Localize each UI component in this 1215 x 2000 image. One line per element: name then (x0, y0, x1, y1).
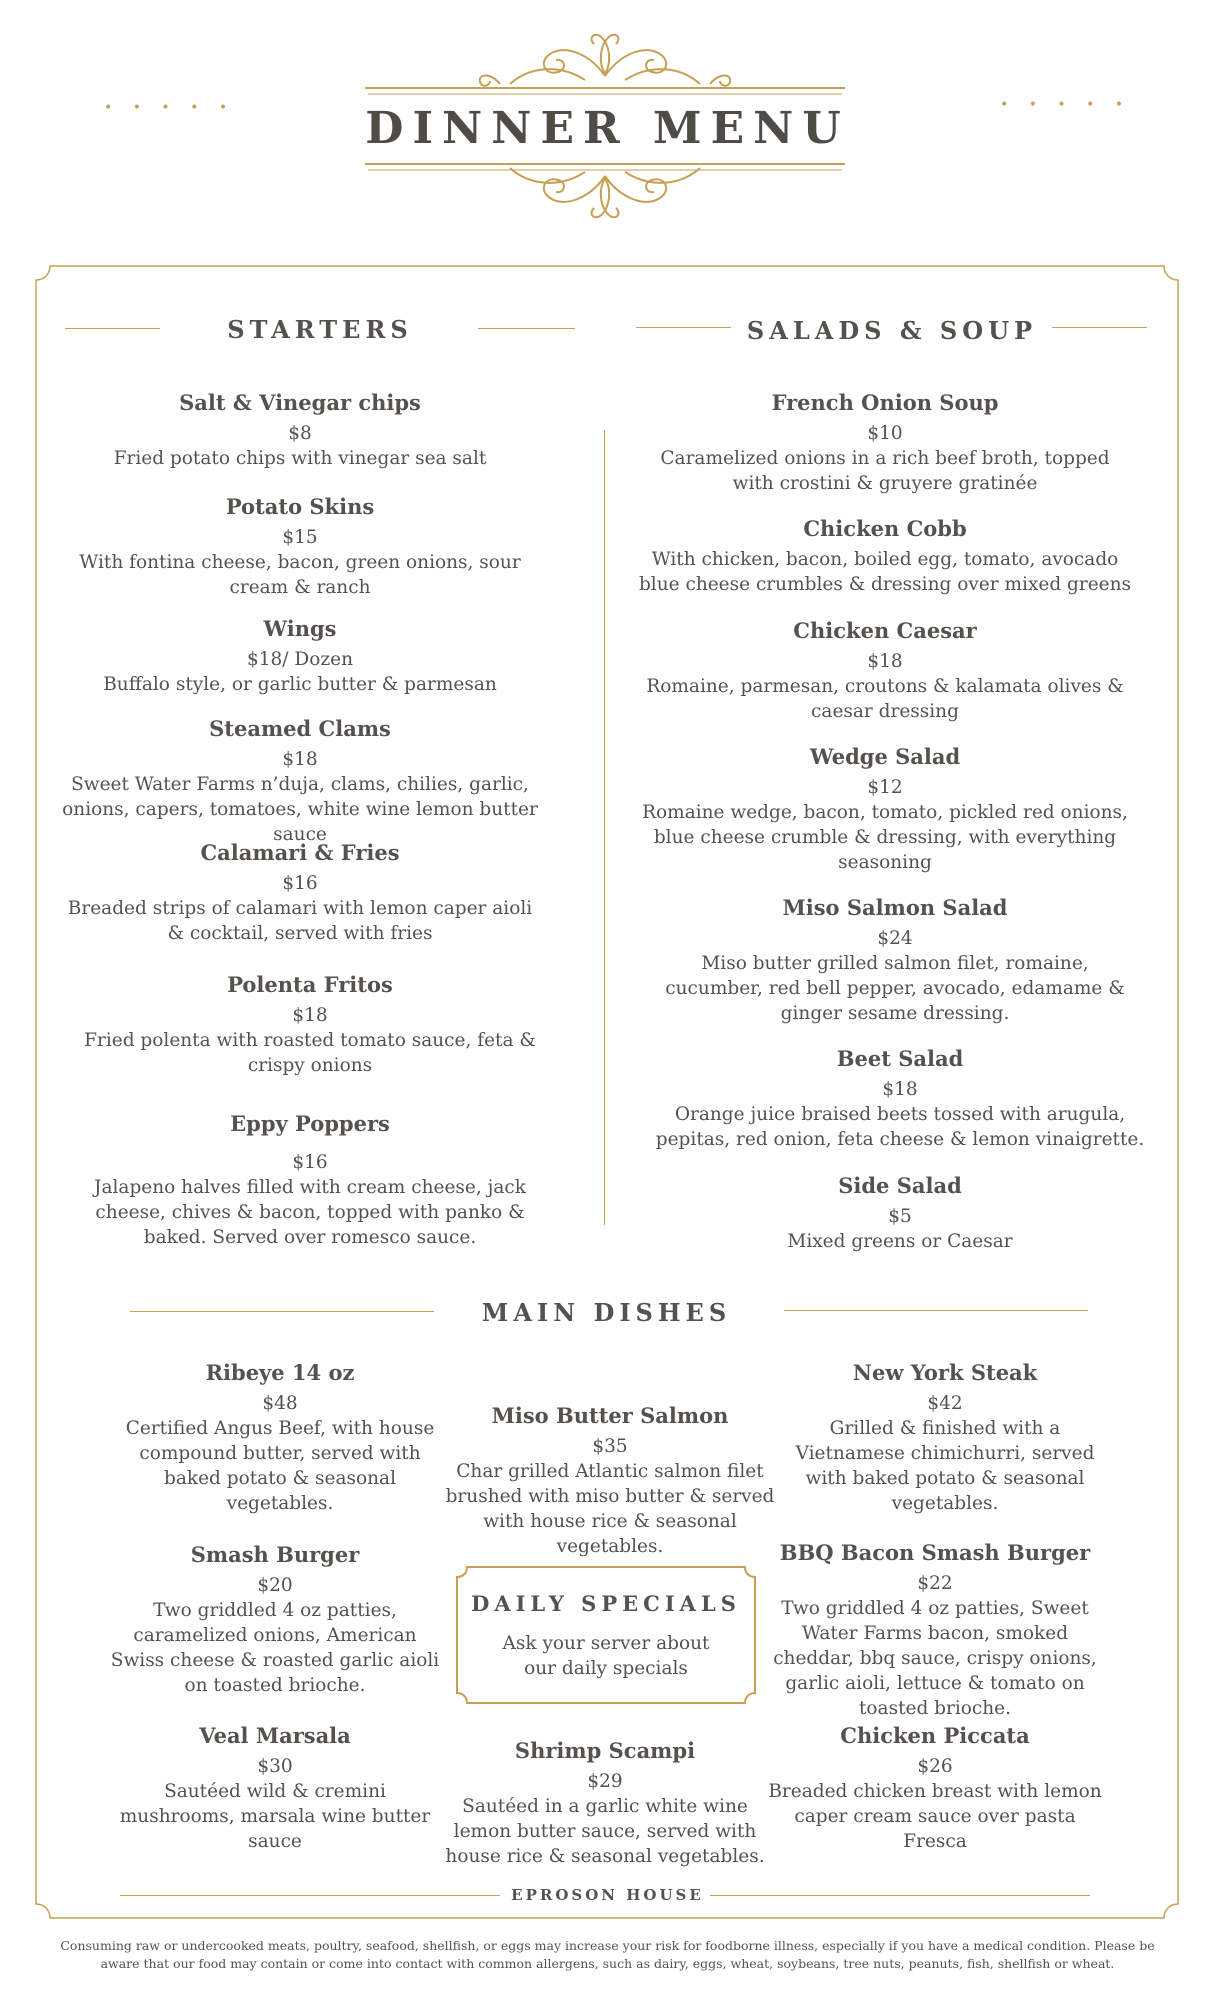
item-price: $8 (288, 423, 312, 444)
starter-item (70, 616, 530, 697)
item-description: Jalapeno halves filled with cream cheese, jack cheese, chives & bacon, topped with panko & baked. Served over romesco sauce. (94, 1177, 526, 1248)
item-description: Caramelized onions in a rich beef broth, topped with crostini & gruyere gratinée (660, 448, 1110, 494)
salad-item (640, 744, 1130, 875)
item-price: $18 (867, 651, 903, 672)
item-price: $29 (587, 1771, 623, 1792)
main-item (125, 1360, 435, 1516)
specials-text: Ask your server about our daily specials (502, 1633, 710, 1679)
item-name: Miso Butter Salmon (491, 1403, 729, 1428)
item-description: Fried polenta with roasted tomato sauce, feta & crispy onions (84, 1030, 536, 1076)
item-price: $18/ Dozen (246, 649, 353, 670)
starter-item (60, 840, 540, 946)
starters-title: STARTERS (227, 315, 413, 344)
item-description: Orange juice braised beets tossed with arugula, pepitas, red onion, feta cheese & lemon vinaigrette. (655, 1104, 1145, 1150)
starter-item (70, 972, 550, 1078)
starters-rule-left (65, 328, 160, 329)
item-name: Shrimp Scampi (514, 1738, 696, 1763)
item-price: $10 (867, 423, 903, 444)
salad-item (640, 618, 1130, 724)
item-price: $18 (282, 749, 318, 770)
item-description: Grilled & finished with a Vietnamese chimichurri, served with baked potato & seasonal vegetables. (795, 1418, 1095, 1514)
item-description: Fried potato chips with vinegar sea salt (113, 448, 487, 469)
item-description: Romaine wedge, bacon, tomato, pickled red onions, blue cheese crumble & dressing, with everything seasoning (642, 802, 1128, 873)
item-name: Chicken Caesar (793, 618, 977, 643)
item-price: $24 (877, 928, 913, 949)
starter-item (50, 716, 550, 847)
item-price: $26 (917, 1756, 953, 1777)
main-item (775, 1360, 1115, 1516)
item-description: Breaded chicken breast with lemon caper cream sauce over pasta Fresca (768, 1781, 1102, 1852)
item-name: French Onion Soup (771, 390, 999, 415)
mains-rule-left (130, 1311, 434, 1312)
main-item (110, 1723, 440, 1854)
item-name: Steamed Clams (209, 716, 391, 741)
footer-brand: EPROSON HOUSE (511, 1886, 704, 1904)
starters-rule-right (478, 328, 575, 329)
daily-specials-box (455, 1565, 757, 1705)
salad-item (650, 1173, 1150, 1254)
item-name: Eppy Poppers (230, 1111, 390, 1136)
column-divider (604, 430, 605, 1225)
item-description: Sautéed wild & cremini mushrooms, marsala wine butter sauce (119, 1781, 431, 1852)
item-price: $15 (282, 527, 318, 548)
item-name: Chicken Cobb (803, 516, 967, 541)
item-description: With fontina cheese, bacon, green onions, sour cream & ranch (79, 552, 521, 598)
item-name: New York Steak (852, 1360, 1038, 1385)
item-price: $18 (292, 1005, 328, 1026)
item-description: Romaine, parmesan, croutons & kalamata olives & caesar dressing (646, 676, 1124, 722)
item-price: $12 (867, 777, 903, 798)
item-name: Ribeye 14 oz (205, 1360, 355, 1385)
allergen-disclaimer: Consuming raw or undercooked meats, poultry, seafood, shellfish, or eggs may increase your risk for foodborne illness, especially if you have a medical condition. Please be aware that our food may contain or come into contact with common allergens, such as dairy, eggs, wheat, soybeans, tree nuts, peanuts, fish, shellfish or wheat. (60, 1938, 1155, 1971)
header-dots-right: • • • • • (1000, 97, 1132, 113)
item-description: Buffalo style, or garlic butter & parmesan (103, 674, 497, 695)
item-name: Polenta Fritos (227, 972, 393, 997)
starter-item (50, 494, 550, 600)
item-description: Two griddled 4 oz patties, caramelized onions, American Swiss cheese & roasted garlic aioli on toasted brioche. (110, 1600, 440, 1696)
item-price: $16 (292, 1152, 328, 1173)
main-item (765, 1723, 1105, 1854)
item-price: $20 (257, 1575, 293, 1596)
salad-item (630, 516, 1140, 597)
item-name: Calamari & Fries (200, 840, 400, 865)
salads-title: SALADS & SOUP (746, 316, 1038, 345)
item-description: Sautéed in a garlic white wine lemon butter sauce, served with house rice & seasonal vegetables. (445, 1796, 765, 1867)
starter-item (70, 390, 530, 471)
item-price: $18 (882, 1079, 918, 1100)
item-price: $22 (917, 1573, 953, 1594)
item-price: $42 (927, 1393, 963, 1414)
header-dots-left: • • • • • (104, 100, 236, 116)
item-name: Beet Salad (836, 1046, 964, 1071)
salad-item (650, 1046, 1150, 1152)
item-price: $30 (257, 1756, 293, 1777)
item-name: Miso Salmon Salad (782, 895, 1008, 920)
item-name: Wings (263, 616, 337, 641)
item-name: Wedge Salad (809, 744, 961, 769)
main-item (765, 1540, 1105, 1721)
main-item (110, 1542, 440, 1698)
salad-item (640, 390, 1130, 496)
starter-item (70, 1111, 550, 1250)
mains-title: MAIN DISHES (481, 1298, 732, 1327)
item-name: Salt & Vinegar chips (179, 390, 421, 415)
item-price: $5 (888, 1206, 912, 1227)
item-description: Breaded strips of calamari with lemon caper aioli & cocktail, served with fries (67, 898, 533, 944)
item-price: $16 (282, 873, 318, 894)
item-name: Veal Marsala (199, 1723, 351, 1748)
item-name: Chicken Piccata (840, 1723, 1030, 1748)
item-description: Two griddled 4 oz patties, Sweet Water Farms bacon, smoked cheddar, bbq sauce, crispy onions, garlic aioli, lettuce & tomato on toasted brioche. (773, 1598, 1097, 1719)
salad-item (650, 895, 1140, 1026)
mains-rule-right (784, 1310, 1088, 1311)
item-name: Smash Burger (190, 1542, 360, 1567)
item-description: Char grilled Atlantic salmon filet brushed with miso butter & served with house rice & seasonal vegetables. (445, 1461, 775, 1557)
item-description: Sweet Water Farms n’duja, clams, chilies, garlic, onions, capers, tomatoes, white wine lemon butter sauce (62, 774, 538, 845)
salads-rule-left (636, 327, 731, 328)
item-price: $48 (262, 1393, 298, 1414)
footer-rule-right (710, 1895, 1090, 1896)
item-description: Miso butter grilled salmon filet, romaine, cucumber, red bell pepper, avocado, edamame & ginger sesame dressing. (665, 953, 1125, 1024)
item-description: Certified Angus Beef, with house compound butter, served with baked potato & seasonal vegetables. (125, 1418, 435, 1514)
item-description: With chicken, bacon, boiled egg, tomato, avocado blue cheese crumbles & dressing over mixed greens (638, 549, 1132, 595)
main-item (440, 1738, 770, 1869)
item-price: $35 (592, 1436, 628, 1457)
salads-rule-right (1052, 327, 1147, 328)
main-item (440, 1403, 780, 1559)
page-title: DINNER MENU (365, 103, 850, 154)
specials-title: DAILY SPECIALS (471, 1591, 741, 1616)
item-name: Side Salad (838, 1173, 962, 1198)
item-description: Mixed greens or Caesar (787, 1231, 1013, 1252)
item-name: BBQ Bacon Smash Burger (779, 1540, 1091, 1565)
item-name: Potato Skins (225, 494, 375, 519)
